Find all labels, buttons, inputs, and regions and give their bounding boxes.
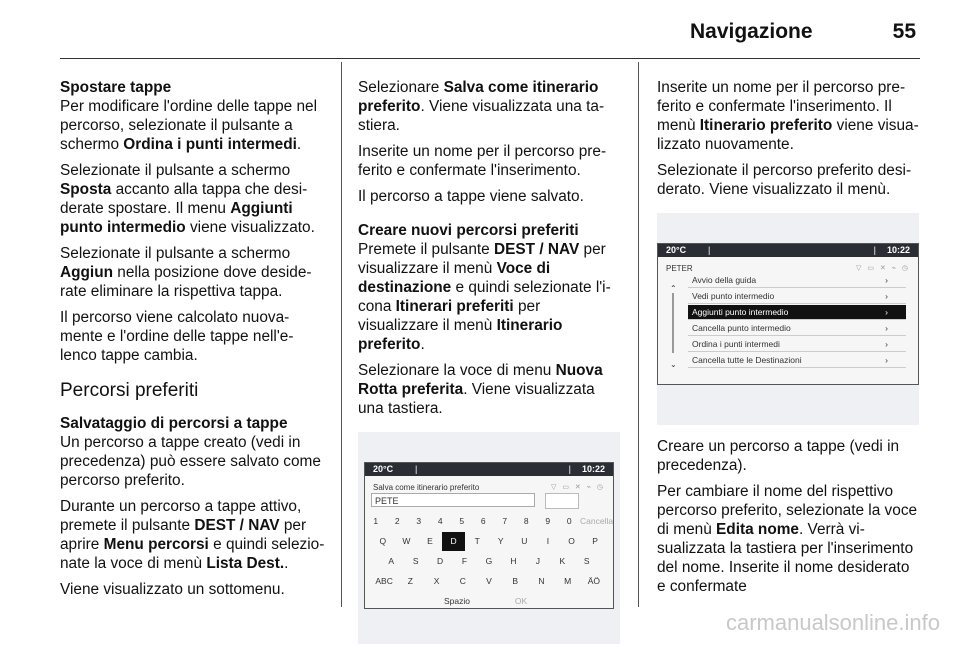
status-bar <box>658 244 918 257</box>
keyboard-key[interactable]: E <box>427 536 433 546</box>
menu-content <box>658 257 918 384</box>
route-name-label: PETER <box>666 264 693 273</box>
status-icons: ▽ ▭ ✕ ⌁ ◷ <box>856 265 910 272</box>
paragraph: Viene visualizzato un sottomenu. <box>60 581 285 598</box>
paragraph: Selezionate il pulsante a schermo Sposta accanto alla tappa che desiderate spostare. Il menu Aggiunti punto intermedio viene visualizzato. <box>60 162 315 236</box>
keyboard-content <box>365 476 613 608</box>
keyboard-key[interactable]: 3 <box>416 516 422 526</box>
chevron-right-icon: › <box>885 339 888 349</box>
menu-item-label: Ordina i punti intermedi <box>692 339 780 349</box>
column-3 <box>657 78 922 603</box>
subheading-salvataggio: Salvataggio di percorsi a tappe <box>60 415 288 432</box>
column-1 <box>60 78 325 606</box>
keyboard-key[interactable]: W <box>402 536 411 546</box>
menu-item[interactable] <box>688 353 906 368</box>
column-2 <box>358 78 623 656</box>
secondary-field <box>545 493 579 509</box>
watermark: carmanualsonline.info <box>725 610 940 635</box>
keyboard-key[interactable]: D <box>437 556 444 566</box>
paragraph: Inserite un nome per il percorso preferito e confermate l'inserimento. Il menù Itinerario preferito viene visualizzato nuovamente. <box>657 79 919 153</box>
paragraph: Per modificare l'ordine delle tappe nel percorso, selezionate il pulsante a schermo Ordina i punti intermedi. <box>60 98 318 153</box>
paragraph: Il percorso viene calcolato nuovamente e l'ordine delle tappe nell'elenco tappe cambia. <box>60 309 294 364</box>
keyboard-key[interactable]: OK <box>514 596 528 606</box>
paragraph: Premete il pulsante DEST / NAV per visualizzare il menù Voce di destinazione e quindi selezionate l'icona Itinerari preferiti per visualizzare il menù Itinerario preferito. <box>358 241 611 353</box>
keyboard-screenshot <box>358 432 620 644</box>
menu-screenshot <box>657 213 919 425</box>
keyboard-key[interactable]: H <box>510 556 517 566</box>
paragraph: Selezionate il pulsante a schermo Aggiun nella posizione dove desiderate eliminare la rispettiva tappa. <box>60 245 312 300</box>
paragraph: Selezionare la voce di menu Nuova Rotta preferita. Viene visualizzata una tastiera. <box>358 362 603 417</box>
keyboard-key[interactable]: 7 <box>502 516 508 526</box>
status-icons: ▽ ▭ ✕ ⌁ ◷ <box>551 484 605 491</box>
keyboard-key[interactable]: V <box>486 576 492 586</box>
menu-item-label: Vedi punto intermedio <box>692 291 775 301</box>
keyboard-key[interactable]: D <box>442 532 466 551</box>
screen-frame <box>657 243 919 385</box>
page-number: 55 <box>892 20 916 43</box>
paragraph: Creare un percorso a tappe (vedi in precedenza). <box>657 438 900 474</box>
column-divider-2 <box>638 62 639 607</box>
paragraph: Selezionate il percorso preferito desiderato. Viene visualizzato il menù. <box>657 162 912 198</box>
keyboard-key[interactable]: K <box>559 556 566 566</box>
scrollbar[interactable] <box>672 293 674 353</box>
keyboard-key[interactable]: U <box>521 536 528 546</box>
keyboard-key[interactable]: 6 <box>480 516 486 526</box>
keyboard-key[interactable]: 0 <box>566 516 572 526</box>
clock-label: 10:22 <box>886 245 910 255</box>
clock-label: 10:22 <box>581 464 605 474</box>
status-separator: | <box>873 245 876 255</box>
menu-item[interactable] <box>688 337 906 352</box>
menu-item[interactable] <box>688 289 906 304</box>
paragraph: Il percorso a tappe viene salvato. <box>358 188 584 205</box>
menu-item[interactable] <box>688 305 906 320</box>
keyboard-key[interactable]: G <box>485 556 493 566</box>
keyboard-key[interactable]: 9 <box>545 516 551 526</box>
menu-item-label: Avvio della guida <box>692 275 757 285</box>
menu-item-label: Cancella punto intermedio <box>692 323 791 333</box>
keyboard-key[interactable]: I <box>546 536 550 546</box>
scroll-up-icon[interactable]: ⌃ <box>670 284 677 293</box>
temperature-label: 20°C <box>373 464 394 474</box>
keyboard-key[interactable]: N <box>538 576 545 586</box>
keyboard-key[interactable]: Q <box>379 536 387 546</box>
paragraph: Durante un percorso a tappe attivo, premete il pulsante DEST / NAV per aprire Menu percorsi e quindi selezionate la voce di menù Lista Dest.. <box>60 498 325 572</box>
keyboard-key[interactable]: O <box>568 536 575 546</box>
keyboard-key[interactable]: Z <box>407 576 413 586</box>
name-input[interactable]: PETE <box>371 493 535 507</box>
paragraph: Un percorso a tappe creato (vedi in precedenza) può essere salvato come percorso preferito. <box>60 434 321 489</box>
keyboard-key[interactable]: Spazio <box>444 596 470 606</box>
keyboard-key[interactable]: M <box>564 576 572 586</box>
status-separator: | <box>568 464 571 474</box>
screen-frame <box>364 462 614 609</box>
keyboard-key[interactable]: 4 <box>437 516 443 526</box>
page-header-title: Navigazione <box>690 20 813 43</box>
keyboard-key[interactable]: ÄÖ <box>587 576 600 586</box>
keyboard-key[interactable]: A <box>388 556 395 566</box>
keyboard-key[interactable]: C <box>459 576 466 586</box>
status-separator: | <box>415 464 418 474</box>
column-divider-1 <box>341 62 342 607</box>
paragraph: Selezionare Salva come itinerario preferito. Viene visualizzata una tastiera. <box>358 79 605 134</box>
keyboard-key[interactable]: P <box>592 536 598 546</box>
chevron-right-icon: › <box>885 355 888 365</box>
temperature-label: 20°C <box>666 245 687 255</box>
menu-item-label: Cancella tutte le Destinazioni <box>692 355 802 365</box>
keyboard-key[interactable]: S <box>412 556 419 566</box>
keyboard-key[interactable]: J <box>535 556 540 566</box>
header-divider <box>60 58 920 59</box>
screen-title: Salva come itinerario preferito <box>373 483 480 492</box>
key-row <box>365 572 613 591</box>
chevron-right-icon: › <box>885 323 888 333</box>
keyboard-key[interactable]: S <box>583 556 590 566</box>
keyboard-key[interactable]: X <box>433 576 440 586</box>
keyboard-key[interactable]: Cancella <box>580 516 614 526</box>
keyboard-key[interactable]: 8 <box>523 516 529 526</box>
key-row <box>365 532 613 551</box>
menu-item-label: Aggiunti punto intermedio <box>692 307 789 317</box>
keyboard-key[interactable]: 2 <box>394 516 400 526</box>
chevron-right-icon: › <box>885 307 888 317</box>
menu-item[interactable] <box>688 321 906 336</box>
key-row <box>365 552 613 571</box>
paragraph: Inserite un nome per il percorso preferito e confermate l'inserimento. <box>358 143 607 179</box>
keyboard-key[interactable]: Y <box>497 536 504 546</box>
keyboard-key[interactable]: F <box>461 556 468 566</box>
subheading-creare-nuovi-percorsi: Creare nuovi percorsi preferiti <box>358 222 579 239</box>
subheading-spostare-tappe: Spostare tappe <box>60 79 172 96</box>
chevron-right-icon: › <box>885 291 888 301</box>
key-row <box>365 512 613 531</box>
keyboard-key[interactable]: B <box>512 576 519 586</box>
status-separator: | <box>708 245 711 255</box>
paragraph: Per cambiare il nome del rispettivo percorso preferito, selezionate la voce di menù Edita nome. Verrà visualizzata la tastiera per l'inserimento del nome. Inserite il nome desiderato e confermate <box>657 483 918 595</box>
key-row <box>365 592 613 611</box>
keyboard-key[interactable]: 5 <box>459 516 465 526</box>
status-bar <box>365 463 613 476</box>
section-heading-percorsi-preferiti: Percorsi preferiti <box>60 380 199 401</box>
keyboard-key[interactable]: T <box>474 536 480 546</box>
scroll-down-icon[interactable]: ⌄ <box>670 360 677 369</box>
chevron-right-icon: › <box>885 275 888 285</box>
keyboard-key[interactable]: ABC <box>375 576 393 586</box>
menu-item[interactable] <box>688 273 906 288</box>
keyboard-key[interactable]: 1 <box>373 516 379 526</box>
